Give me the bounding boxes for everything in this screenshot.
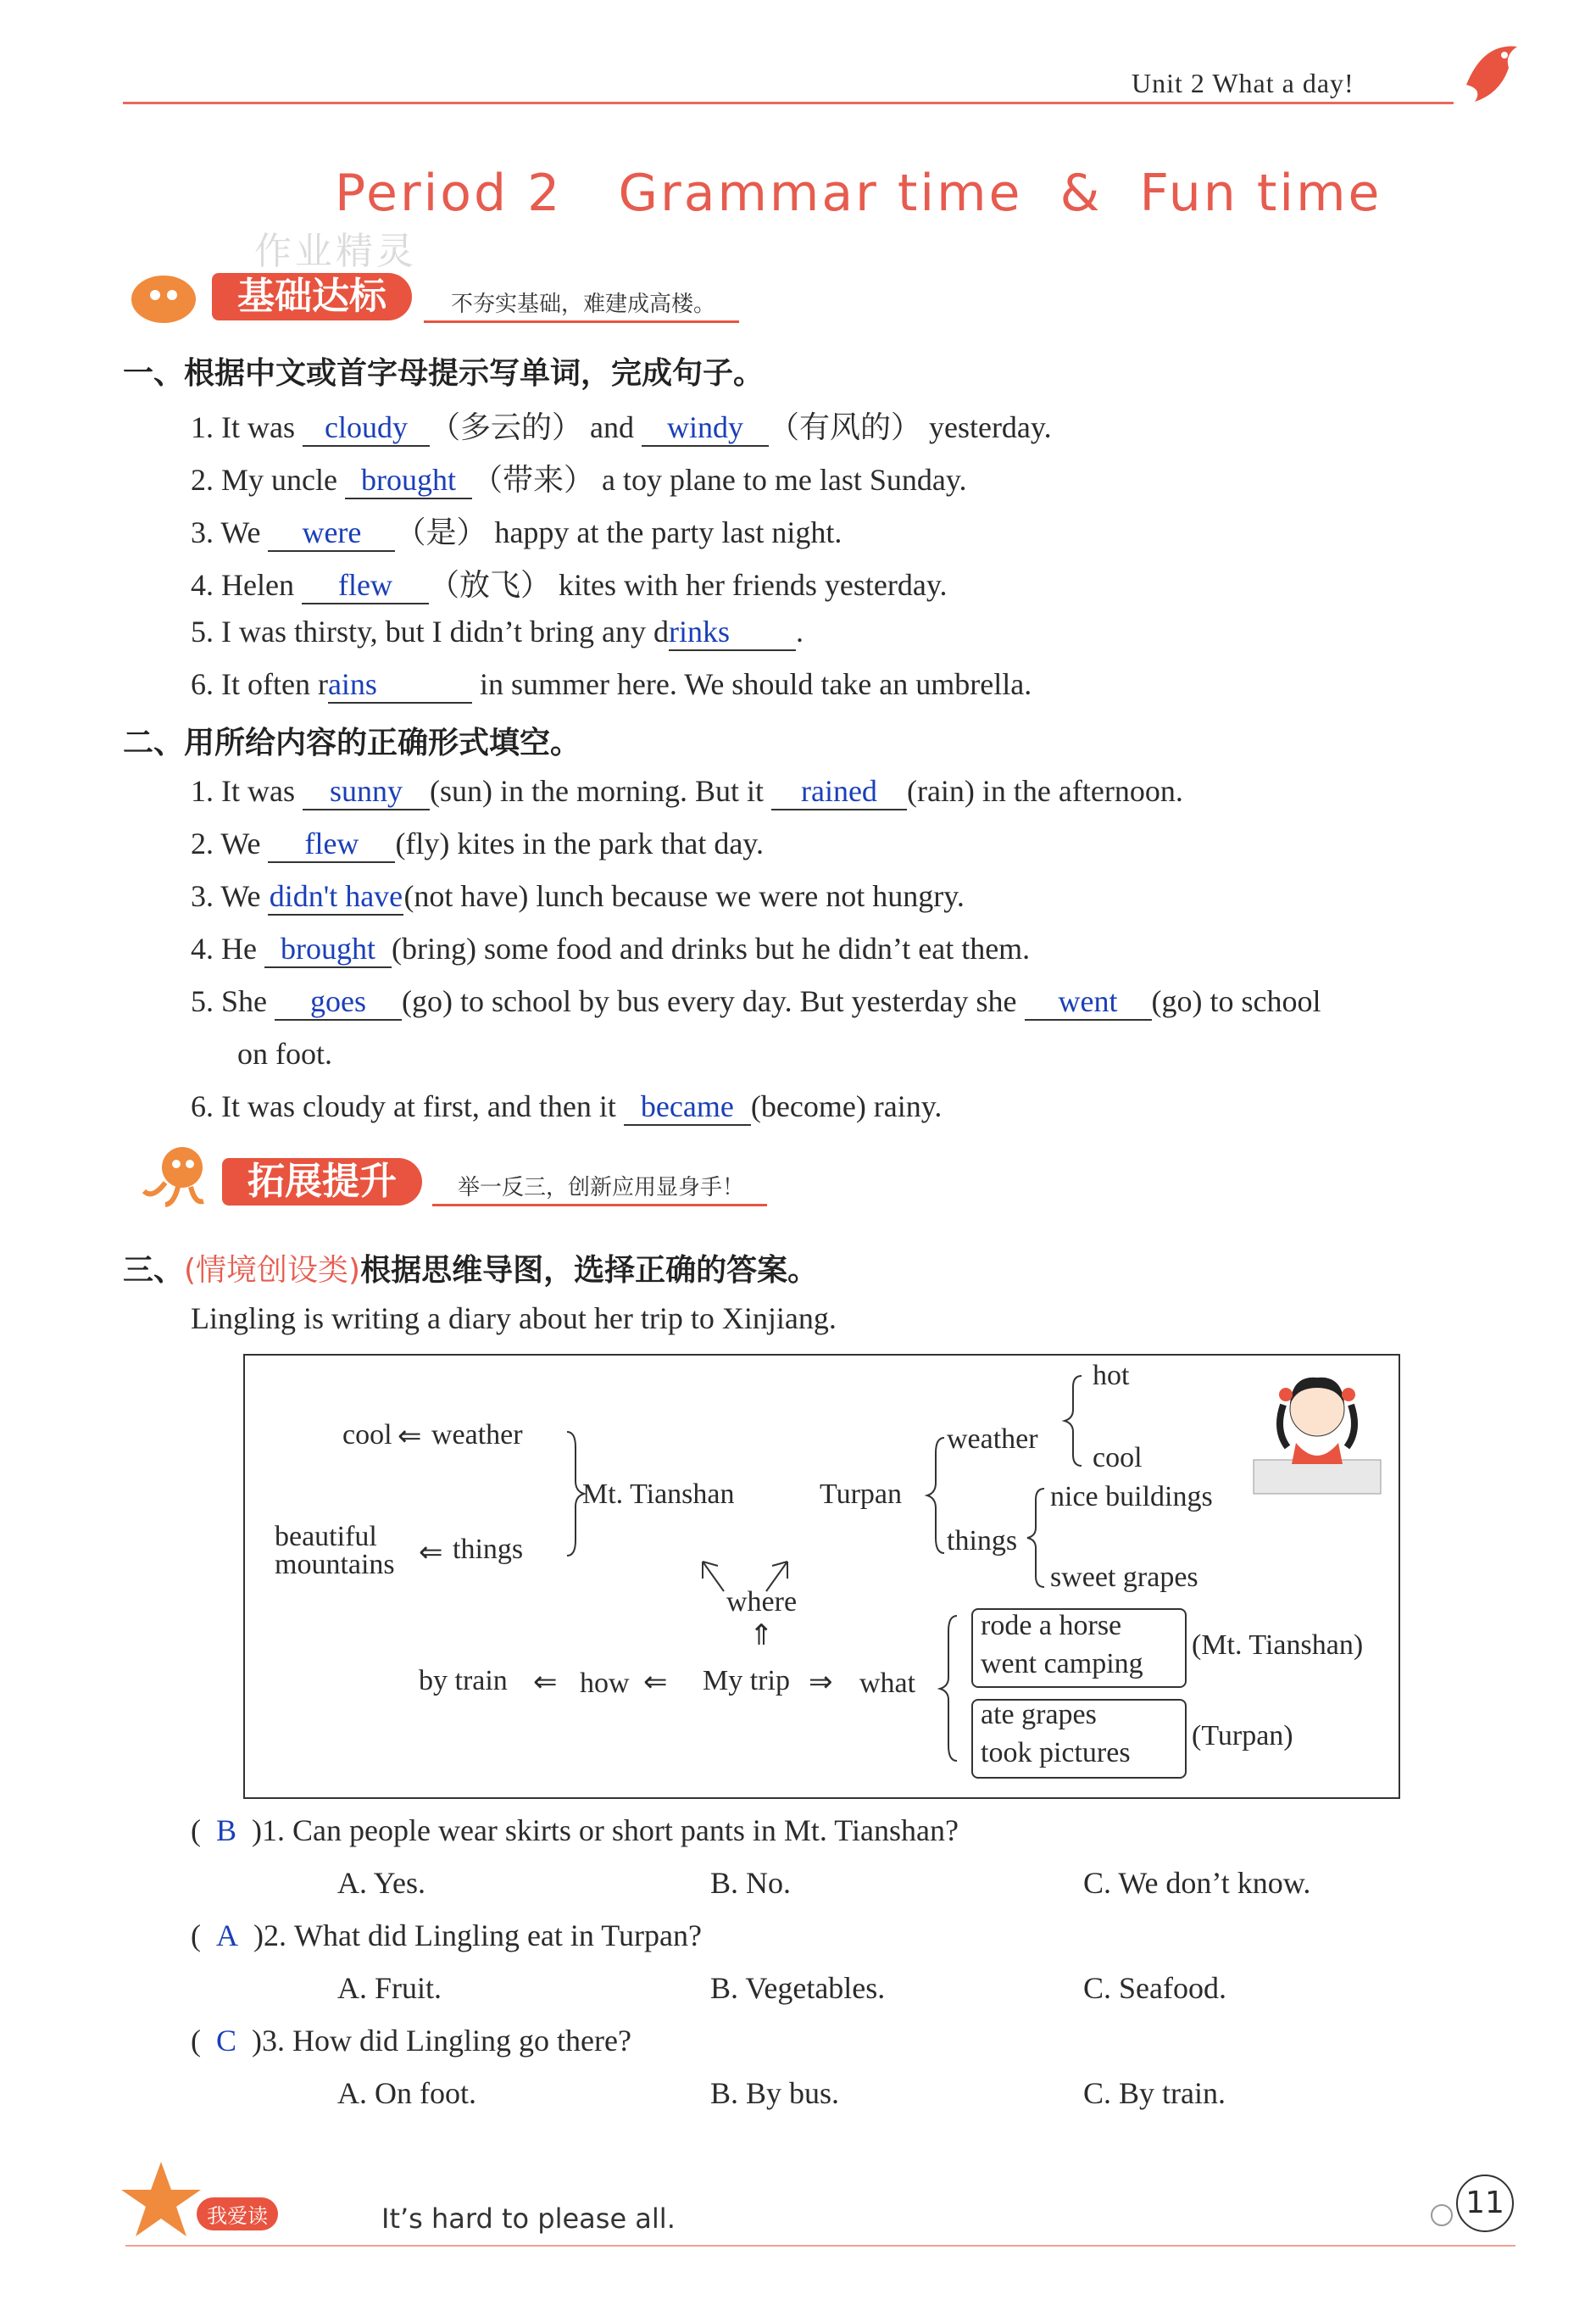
part1-item-5: 5. I was thirsty, but I didn’t bring any drinks . [191,614,804,651]
section-basic-subtitle: 不夯实基础，难建成高楼。 [451,292,716,317]
q1-option-b: B. No. [710,1866,792,1900]
answer: rained [800,774,877,808]
answer: rinks [668,615,730,649]
starfish-icon [119,2158,203,2242]
section-extend-rule [432,1204,767,1206]
mm-brace [923,1436,948,1555]
mm-things: things [453,1534,524,1565]
part1-item-4: 4. Helen flew （放飞） kites with her friends yesterday. [191,561,948,604]
mm-how: how [580,1668,630,1699]
section-extend-banner: 拓展提升 [222,1158,422,1206]
footer-rule [125,2245,1515,2247]
mm-sweet-grapes: sweet grapes [1050,1562,1198,1593]
mm-arrow-left: ⇐ [398,1421,422,1452]
mm-brace [936,1614,961,1762]
mm-act-place-1: (Mt. Tianshan) [1192,1629,1364,1661]
mm-center: My trip [703,1665,790,1696]
answer: flew [304,827,359,860]
answer: windy [666,410,743,444]
page-title: Period 2 Grammar time & Fun time [335,164,1382,223]
mm-act-rode: rode a horse [981,1610,1122,1641]
question-2: ( A )2. What did Lingling eat in Turpan? [191,1918,702,1952]
section-basic-banner: 基础达标 [212,273,412,320]
q3-option-b: B. By bus. [710,2076,840,2110]
part1-heading: 一、根据中文或首字母提示写单词，完成句子。 [123,356,765,391]
mm-weather: weather [431,1419,523,1451]
part1-item-1: 1. It was cloudy （多云的） and windy （有风的） yesterday. [191,404,1052,447]
mm-hot: hot [1093,1360,1130,1391]
mm-act-pictures: took pictures [981,1737,1131,1768]
q1-option-a: A. Yes. [337,1866,426,1900]
mm-where: where [726,1586,798,1618]
answer: C [216,2024,237,2058]
dolphin-icon [1458,34,1526,110]
mm-arrow-up: ⇑ [749,1620,774,1651]
part3-heading: 三、(情境创设类)根据思维导图，选择正确的答案。 [123,1253,819,1288]
q2-option-a: A. Fruit. [337,1971,442,2005]
q3-option-a: A. On foot. [337,2076,476,2110]
answer: were [302,515,362,549]
part1-item-2: 2. My uncle brought （带来） a toy plane to me last Sunday. [191,456,967,499]
page-number: 11 [1456,2175,1514,2232]
mm-brace [1023,1487,1048,1589]
part2-item-5: 5. She goes (go) to school by bus every day. But yesterday she went (go) to school [191,983,1321,1021]
part2-item-3: 3. We didn't have(not have) lunch because we were not hungry. [191,878,965,916]
footer-proverb: It’s hard to please all. [381,2202,676,2235]
mm-act-grapes: ate grapes [981,1699,1097,1730]
part2-item-6: 6. It was cloudy at first, and then it became (become) rainy. [191,1089,942,1126]
mm-nice-buildings: nice buildings [1050,1481,1213,1512]
octopus-icon [127,1140,220,1208]
mm-what: what [859,1668,916,1699]
watermark: 作业精灵 [254,230,417,273]
footer-dot [1431,2204,1453,2226]
mm-turpan: Turpan [820,1478,902,1510]
mm-turpan-things: things [947,1525,1018,1556]
answer: goes [310,984,366,1018]
q2-option-c: C. Seafood. [1083,1971,1226,2005]
part3-intro: Lingling is writing a diary about her trip to Xinjiang. [191,1301,837,1335]
mm-arrow-left: ⇐ [419,1537,443,1568]
mm-act-place-2: (Turpan) [1192,1720,1293,1751]
q1-option-c: C. We don’t know. [1083,1866,1311,1900]
girl-writing-illustration [1245,1362,1389,1498]
mm-brace [1060,1374,1086,1467]
part2-item-5-continued: on foot. [237,1037,332,1071]
q2-option-b: B. Vegetables. [710,1971,886,2005]
footer-badge: 我爱读 [197,2197,278,2230]
answer: flew [337,568,392,602]
header-unit-title: Unit 2 What a day! [1132,68,1354,98]
part1-item-6: 6. It often rains in summer here. We should take an umbrella. [191,666,1032,704]
answer: ains [327,667,377,701]
mm-mountains: mountains [275,1549,395,1580]
answer: A [216,1918,238,1952]
mm-arrow-left: ⇐ [533,1667,558,1698]
part2-heading: 二、用所给内容的正确形式填空。 [123,726,581,760]
q3-option-c: C. By train. [1083,2076,1226,2110]
mm-act-camping: went camping [981,1648,1143,1679]
part1-item-3: 3. We were （是） happy at the party last night. [191,509,842,552]
part2-item-2: 2. We flew (fly) kites in the park that day. [191,826,764,863]
answer: cloudy [324,410,408,444]
mm-turpan-weather: weather [947,1423,1038,1455]
answer: brought [280,932,375,966]
section-extend-subtitle: 举一反三，创新应用显身手！ [458,1175,745,1200]
part3-tag: (情境创设类) [184,1253,361,1288]
question-1: ( B )1. Can people wear skirts or short pants in Mt. Tianshan? [191,1813,959,1847]
answer: didn't have [269,879,403,913]
header-rule [123,102,1454,104]
answer: B [216,1813,237,1847]
part2-item-1: 1. It was sunny (sun) in the morning. But it rained (rain) in the afternoon. [191,773,1183,810]
mm-turpan-cool: cool [1093,1442,1143,1473]
answer: brought [360,463,456,497]
fish-icon [125,270,202,329]
answer: sunny [329,774,403,808]
question-3: ( C )3. How did Lingling go there? [191,2024,631,2058]
answer: became [640,1089,734,1123]
mm-by-train: by train [419,1665,508,1696]
mm-arrow-left: ⇐ [643,1667,668,1698]
mm-beautiful: beautiful [275,1521,377,1552]
mm-cool: cool [342,1419,392,1451]
mm-mt-tianshan: Mt. Tianshan [582,1478,735,1510]
mind-map [243,1354,1400,1799]
part2-item-4: 4. He brought (bring) some food and drinks but he didn’t eat them. [191,931,1030,968]
answer: went [1058,984,1118,1018]
section-basic-rule [424,320,739,323]
mm-arrow-right: ⇒ [809,1667,833,1698]
